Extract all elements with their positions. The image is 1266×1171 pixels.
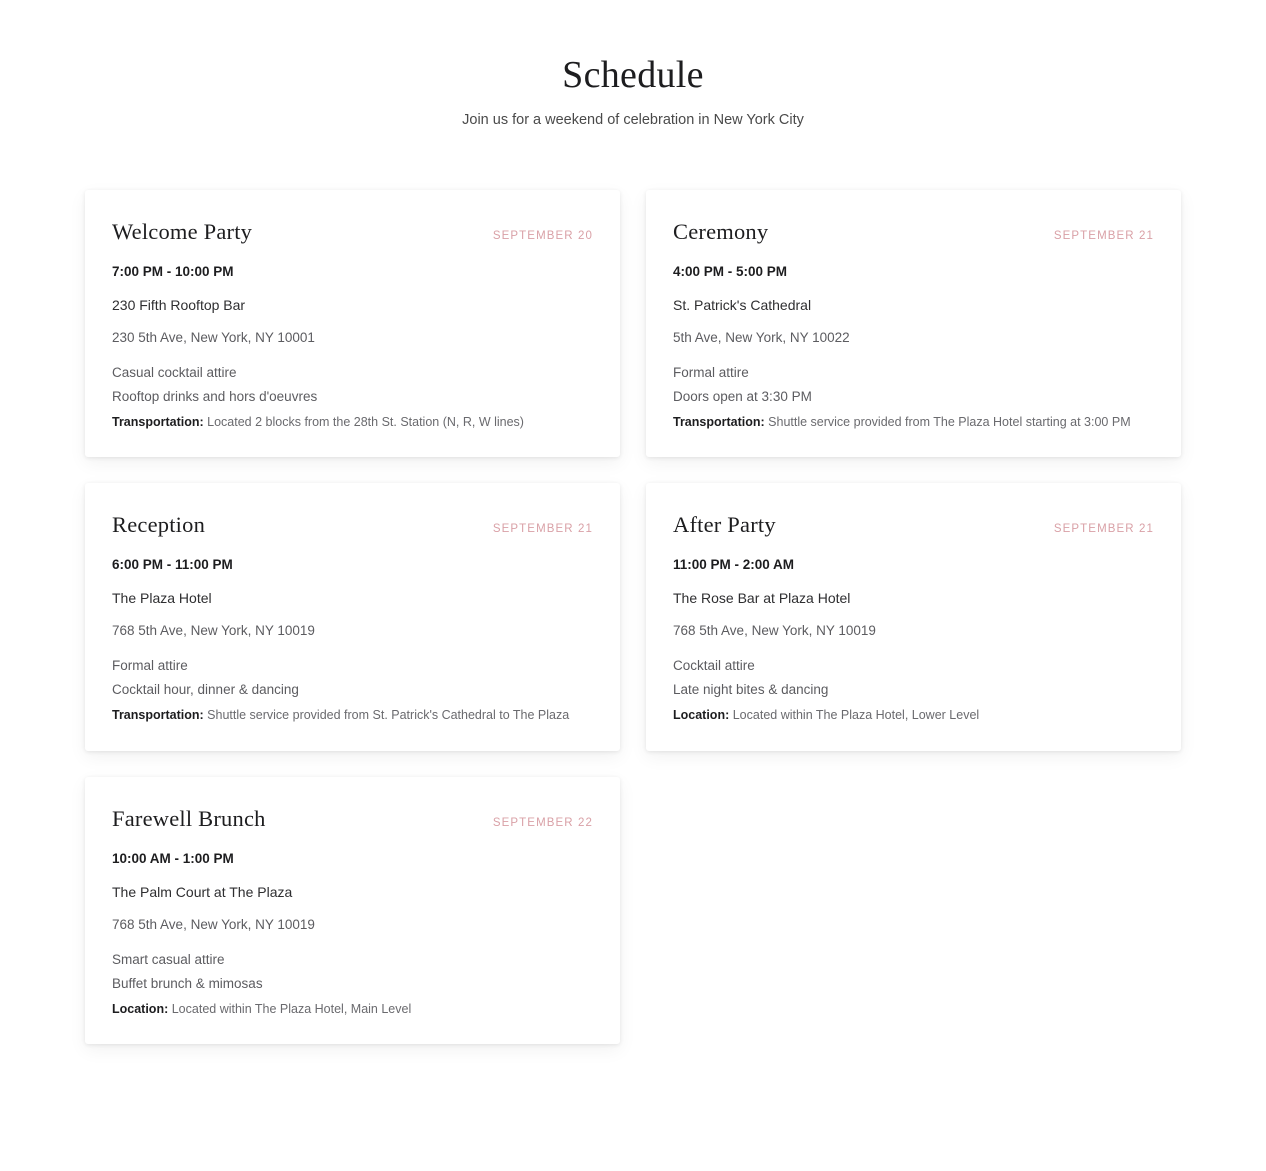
event-address: 768 5th Ave, New York, NY 10019	[112, 916, 315, 932]
event-card[interactable]	[85, 483, 620, 751]
event-card-header	[112, 511, 593, 538]
event-extra-text: Shuttle service provided from St. Patrick's Cathedral to The Plaza	[207, 708, 570, 722]
event-extra-label: Transportation:	[112, 708, 204, 722]
event-date: SEPTEMBER 20	[492, 229, 593, 242]
event-date: SEPTEMBER 21	[492, 523, 593, 535]
event-attire: Cocktail attire	[673, 658, 755, 673]
event-extra-label: Location:	[112, 1001, 169, 1016]
event-extra-label: Transportation:	[673, 414, 765, 429]
event-card-header	[112, 805, 593, 832]
event-extra	[112, 414, 593, 432]
event-title: Farewell Brunch	[112, 805, 266, 831]
event-note: Cocktail hour, dinner & dancing	[112, 682, 299, 697]
event-address: 5th Ave, New York, NY 10022	[673, 329, 850, 345]
event-extra	[112, 1001, 593, 1019]
event-extra-text: Shuttle service provided from The Plaza Hotel starting at 3:00 PM	[768, 414, 1131, 429]
event-card[interactable]	[85, 777, 620, 1045]
event-address: 230 5th Ave, New York, NY 10001	[112, 329, 315, 345]
page-subtitle: Join us for a weekend of celebration in New York City	[462, 111, 804, 128]
event-extra-label: Transportation:	[112, 414, 204, 429]
event-extra-text: Located within The Plaza Hotel, Lower Level	[732, 708, 980, 722]
event-title: Ceremony	[673, 218, 769, 244]
event-attire: Formal attire	[673, 364, 749, 380]
event-title: After Party	[673, 512, 776, 537]
event-card-grid	[85, 128, 1181, 1045]
event-extra	[673, 414, 1154, 432]
event-extra-label: Location:	[673, 708, 730, 722]
event-extra	[673, 707, 1154, 725]
event-card-header	[112, 218, 593, 245]
event-note: Buffet brunch & mimosas	[112, 975, 263, 991]
event-note: Rooftop drinks and hors d'oeuvres	[112, 388, 318, 404]
event-title: Reception	[112, 512, 206, 537]
event-date: SEPTEMBER 21	[1053, 523, 1154, 535]
event-note: Late night bites & dancing	[673, 682, 829, 697]
event-card-header	[673, 511, 1154, 538]
event-venue: The Plaza Hotel	[112, 590, 212, 606]
event-date: SEPTEMBER 22	[492, 816, 593, 829]
event-time: 4:00 PM - 5:00 PM	[673, 263, 788, 279]
event-venue: The Palm Court at The Plaza	[112, 883, 293, 900]
event-extra-text: Located within The Plaza Hotel, Main Level	[171, 1001, 412, 1016]
event-card[interactable]	[85, 190, 620, 458]
event-venue: The Rose Bar at Plaza Hotel	[673, 590, 851, 606]
event-address: 768 5th Ave, New York, NY 10019	[112, 623, 315, 638]
event-time: 11:00 PM - 2:00 AM	[673, 557, 795, 572]
event-address: 768 5th Ave, New York, NY 10019	[673, 623, 876, 638]
page-header	[0, 0, 1266, 128]
event-time: 10:00 AM - 1:00 PM	[112, 850, 234, 866]
event-time: 7:00 PM - 10:00 PM	[112, 263, 234, 279]
event-title: Welcome Party	[112, 218, 253, 244]
event-attire: Formal attire	[112, 658, 188, 673]
event-date: SEPTEMBER 21	[1053, 229, 1154, 242]
event-time: 6:00 PM - 11:00 PM	[112, 557, 233, 572]
event-venue: St. Patrick's Cathedral	[673, 296, 812, 313]
event-card[interactable]	[646, 483, 1181, 751]
event-card[interactable]	[646, 190, 1181, 458]
event-venue: 230 Fifth Rooftop Bar	[112, 296, 246, 313]
event-attire: Casual cocktail attire	[112, 364, 237, 380]
event-extra	[112, 707, 593, 725]
page-title: Schedule	[562, 54, 704, 96]
event-card-header	[673, 218, 1154, 245]
event-extra-text: Located 2 blocks from the 28th St. Station (N, R, W lines)	[207, 414, 524, 429]
event-attire: Smart casual attire	[112, 951, 225, 967]
event-note: Doors open at 3:30 PM	[673, 388, 812, 404]
